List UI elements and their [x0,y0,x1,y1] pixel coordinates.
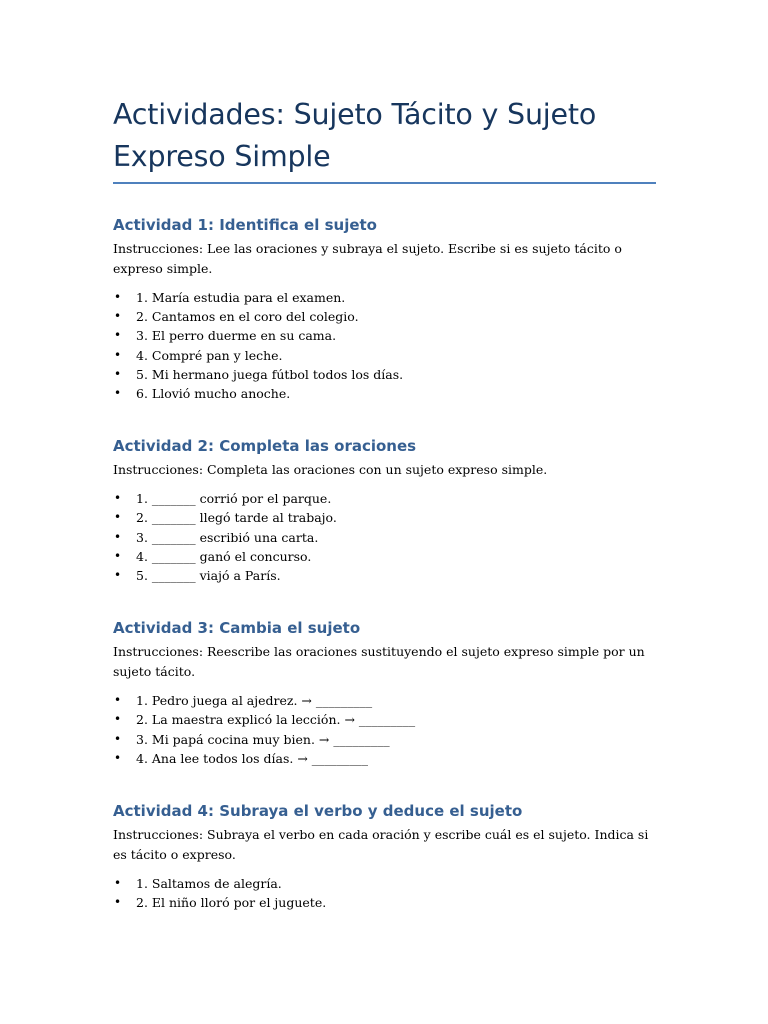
bullet-icon: • [114,895,122,910]
list-item-text: 4. _______ ganó el concurso. [136,548,312,564]
list-item [113,326,658,345]
section-actividad-2 [113,435,658,585]
bullet-icon: • [114,328,122,343]
section-heading: Actividad 1: Identifica el sujeto [113,216,377,234]
list-item [113,489,658,508]
section-actividad-1 [113,214,658,403]
exercise-list [113,691,658,768]
list-item [113,893,658,912]
list-item [113,691,658,710]
page-title-line-1: Actividades: Sujeto Tácito y Sujeto [113,98,597,131]
list-item-text: 5. _______ viajó a París. [136,568,281,584]
bullet-icon: • [114,750,122,765]
list-item [113,307,658,326]
list-item [113,508,658,527]
bullet-icon: • [114,386,122,401]
list-item-text: 1. María estudia para el examen. [136,290,346,305]
exercise-list [113,874,658,912]
list-item-text: 4. Compré pan y leche. [136,347,283,363]
list-item-text: 2. El niño lloró por el juguete. [136,895,327,911]
bullet-icon: • [114,290,122,304]
list-item-text: 1. Saltamos de alegría. [136,876,282,892]
list-item-text: 2. La maestra explicó la lección. → _________ [136,712,416,728]
page-title-line-2: Expreso Simple [113,140,331,173]
list-item [113,346,658,365]
bullet-icon: • [114,529,122,544]
section-actividad-3 [113,617,658,768]
bullet-icon: • [114,366,122,381]
list-item-text: 4. Ana lee todos los días. → _________ [136,750,369,766]
section-instructions: Instrucciones: Lee las oraciones y subraya el sujeto. Escribe si es sujeto tácito o expreso simple. [113,241,622,276]
bullet-icon: • [114,510,122,525]
title-divider [113,182,656,184]
list-item [113,566,658,585]
list-item [113,528,658,547]
list-item [113,365,658,384]
bullet-icon: • [114,491,122,506]
list-item [113,547,658,566]
bullet-icon: • [114,712,122,727]
list-item [113,384,658,403]
list-item [113,874,658,893]
list-item-text: 2. Cantamos en el coro del colegio. [136,309,359,325]
list-item-text: 1. _______ corrió por el parque. [136,491,332,507]
list-item-text: 3. Mi papá cocina muy bien. → _________ [136,731,390,747]
exercise-list [113,288,658,403]
bullet-icon: • [114,548,122,563]
bullet-icon: • [114,876,122,891]
section-instructions: Instrucciones: Subraya el verbo en cada oración y escribe cuál es el sujeto. Indica si es tácito o expreso. [113,827,649,863]
bullet-icon: • [114,309,122,324]
list-item-text: 2. _______ llegó tarde al trabajo. [136,510,337,526]
list-item [113,749,658,768]
section-instructions: Instrucciones: Completa las oraciones con un sujeto expreso simple. [113,462,548,478]
list-item-text: 3. El perro duerme en su cama. [136,328,337,344]
page-title [113,94,658,182]
list-item-text: 3. _______ escribió una carta. [136,529,319,545]
list-item [113,730,658,749]
list-item [113,288,658,307]
list-item-text: 1. Pedro juega al ajedrez. → _________ [136,693,373,709]
section-heading: Actividad 4: Subraya el verbo y deduce el sujeto [113,802,523,821]
bullet-icon: • [114,568,122,583]
list-item [113,710,658,729]
bullet-icon: • [114,731,122,746]
document-body [113,94,658,912]
section-heading: Actividad 2: Completa las oraciones [113,437,417,456]
section-actividad-4 [113,800,658,912]
section-instructions: Instrucciones: Reescribe las oraciones sustituyendo el sujeto expreso simple por un sujeto tácito. [113,644,645,680]
section-heading: Actividad 3: Cambia el sujeto [113,619,361,638]
bullet-icon: • [114,347,122,362]
bullet-icon: • [114,693,122,708]
list-item-text: 6. Llovió mucho anoche. [136,386,291,402]
exercise-list [113,489,658,585]
list-item-text: 5. Mi hermano juega fútbol todos los días. [136,366,404,382]
